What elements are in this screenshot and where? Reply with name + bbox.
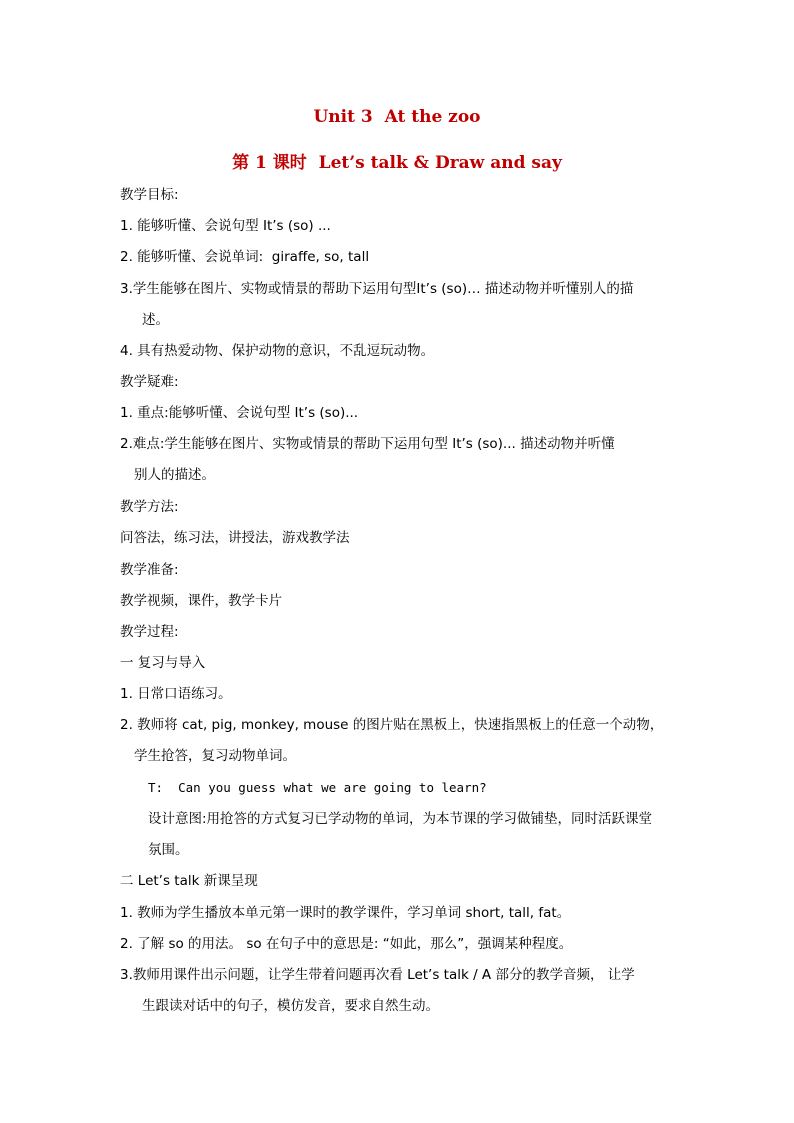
part2-heading: 二 Let’s talk 新课呈现 bbox=[120, 873, 258, 889]
process-step-continued: 学生抢答，复习动物单词。 bbox=[134, 748, 296, 764]
difficulty-item: 2.难点:学生能够在图片、实物或情景的帮助下运用句型 It’s (so)... 描述动物并听懂 bbox=[120, 436, 615, 452]
process-step: 1. 日常口语练习。 bbox=[120, 686, 232, 702]
process-step-continued: 生跟读对话中的句子，模仿发音，要求自然生动。 bbox=[142, 998, 439, 1014]
part1-heading: 一 复习与导入 bbox=[120, 655, 206, 671]
difficulties-heading: 教学疑难: bbox=[120, 374, 179, 390]
methods-text: 问答法，练习法，讲授法，游戏教学法 bbox=[120, 530, 350, 546]
difficulty-item: 1. 重点:能够听懂、会说句型 It’s (so)... bbox=[120, 405, 359, 421]
process-step: 2. 教师将 cat, pig, monkey, mouse 的图片贴在黑板上，快速指黑板上的任意一个动物， bbox=[120, 717, 664, 733]
preparation-text: 教学视频，课件，教学卡片 bbox=[120, 593, 282, 609]
unit-title: Unit 3 At the zoo bbox=[313, 107, 481, 127]
lesson-subtitle: 第 1 课时 Let’s talk & Draw and say bbox=[232, 153, 562, 173]
design-intent-continued: 氛围。 bbox=[148, 842, 189, 858]
objective-item: 4. 具有热爱动物、保护动物的意识，不乱逗玩动物。 bbox=[120, 343, 435, 359]
process-step: 2. 了解 so 的用法。 so 在句子中的意思是: “如此，那么”，强调某种程度。 bbox=[120, 936, 573, 952]
objective-item: 2. 能够听懂、会说单词: giraffe, so, tall bbox=[120, 249, 370, 265]
objectives-heading: 教学目标: bbox=[120, 187, 179, 203]
process-heading: 教学过程: bbox=[120, 624, 179, 640]
difficulty-item-continued: 别人的描述。 bbox=[134, 467, 215, 483]
objective-item: 1. 能够听懂、会说句型 It’s (so) ... bbox=[120, 218, 331, 234]
teacher-dialogue: T: Can you guess what we are going to learn? bbox=[148, 780, 487, 795]
design-intent: 设计意图:用抢答的方式复习已学动物的单词，为本节课的学习做铺垫，同时活跃课堂 bbox=[148, 811, 653, 827]
process-step: 1. 教师为学生播放本单元第一课时的教学课件，学习单词 short, tall, fat。 bbox=[120, 905, 571, 921]
methods-heading: 教学方法: bbox=[120, 499, 179, 515]
process-step: 3.教师用课件出示问题，让学生带着问题再次看 Let’s talk / A 部分的教学音频， 让学 bbox=[120, 967, 635, 983]
preparation-heading: 教学准备: bbox=[120, 562, 179, 578]
objective-item-continued: 述。 bbox=[142, 312, 169, 328]
objective-item: 3.学生能够在图片、实物或情景的帮助下运用句型It’s (so)… 描述动物并听懂别人的描 bbox=[120, 281, 634, 297]
